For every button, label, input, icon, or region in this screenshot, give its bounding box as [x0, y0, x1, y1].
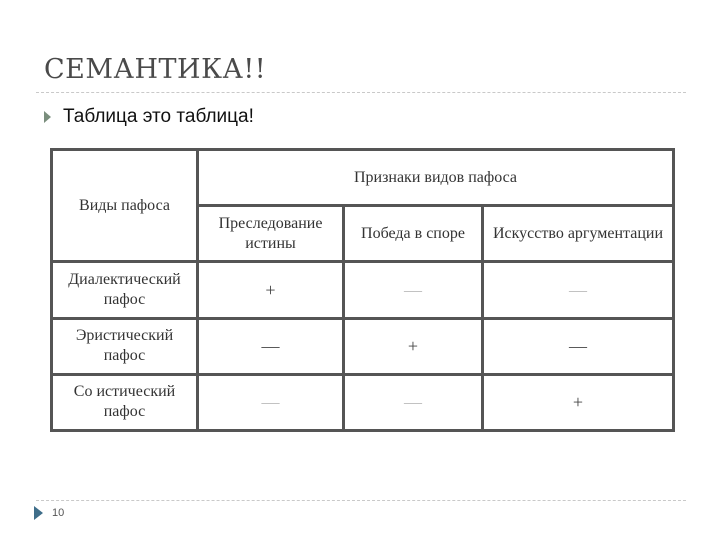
table-cell: —	[198, 318, 344, 374]
slide-title: СЕМАНТИКА!!	[44, 54, 267, 85]
footer-divider	[36, 500, 686, 501]
page-number: 10	[52, 507, 65, 519]
pathos-table	[50, 148, 675, 432]
row-label: Эристический пафос	[52, 318, 198, 374]
column-header: Победа в споре	[344, 206, 483, 262]
bullet-item	[44, 106, 254, 128]
table-row	[52, 318, 674, 374]
row-label: Диалектический пафос	[52, 262, 198, 318]
table-cell: —	[344, 374, 483, 430]
bullet-arrow-icon	[44, 111, 51, 123]
row-label: Со истический пафос	[52, 374, 198, 430]
table-cell: —	[483, 318, 674, 374]
table-cell: +	[483, 374, 674, 430]
table-header-row	[52, 150, 674, 206]
footer-arrow-icon	[34, 506, 43, 520]
table-cell: —	[344, 262, 483, 318]
table-cell: —	[198, 374, 344, 430]
table-cell: —	[483, 262, 674, 318]
bullet-text: Таблица это таблица!	[63, 106, 254, 127]
table-row	[52, 262, 674, 318]
group-header-cell: Признаки видов пафоса	[198, 150, 674, 206]
table-row	[52, 374, 674, 430]
table-cell: +	[344, 318, 483, 374]
row-header-cell: Виды пафоса	[52, 150, 198, 262]
table-cell: +	[198, 262, 344, 318]
column-header: Преследование истины	[198, 206, 344, 262]
title-divider	[36, 92, 686, 93]
column-header: Искусство аргументации	[483, 206, 674, 262]
